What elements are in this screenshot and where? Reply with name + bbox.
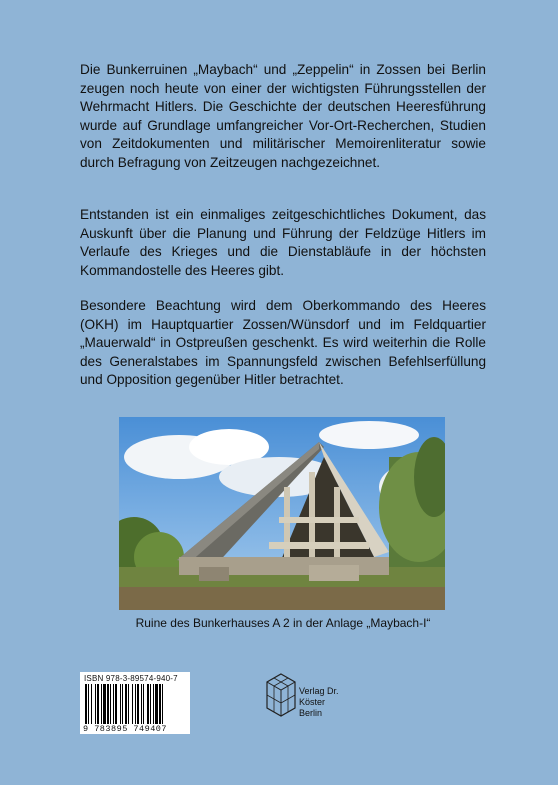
barcode-bar: [101, 684, 102, 724]
hexagon-cube-icon: [265, 672, 297, 718]
barcode-bar: [150, 684, 151, 724]
barcode-bar: [120, 684, 121, 724]
barcode-bar: [110, 684, 111, 724]
isbn-label: ISBN 978-3-89574-940-7: [84, 674, 178, 683]
barcode-bar: [153, 684, 154, 724]
publisher-logo: [265, 672, 365, 720]
barcode-bar: [97, 684, 99, 724]
barcode-bar: [107, 684, 109, 724]
paragraph-2-text: Entstanden ist ein einmaliges zeitgeschichtliches Dokument, das Auskunft über die Planung und Führung der Feldzüge Hitlers im Verlaufe des Krieges und die Dienstabläufe in der höchsten Kommandostelle des Heeres gibt.: [80, 207, 486, 278]
barcode-bar: [135, 684, 136, 724]
barcode-digits: 9 783895 749407: [83, 724, 168, 734]
barcode-bar: [91, 684, 92, 724]
barcode-bar: [159, 684, 161, 724]
barcode-bar: [143, 684, 144, 724]
barcode-bar: [132, 684, 133, 724]
barcode-bar: [103, 684, 106, 724]
publisher-line-1: Verlag Dr. Köster: [299, 686, 339, 707]
barcode-bar: [125, 684, 127, 724]
paragraph-3-text: Besondere Beachtung wird dem Oberkommando des Heeres (OKH) im Hauptquartier Zossen/Wünsdorf und im Feldquartier „Mauerwald“ in Ostpreußen geschenkt. Es wird weiterhin die Rolle des Generalstabes im Spannungsfeld zwischen Befehlserfüllung und Opposition gegenüber Hitler betrachtet.: [80, 298, 486, 387]
publisher-line-2: Berlin: [299, 708, 323, 718]
barcode-bar: [122, 684, 123, 724]
barcode-bar: [95, 684, 96, 724]
paragraph-2: [80, 206, 486, 280]
barcode-bars: [83, 684, 187, 724]
isbn-barcode: [80, 672, 190, 734]
publisher-name: [299, 686, 365, 719]
paragraph-3: [80, 297, 486, 390]
barcode-bar: [113, 684, 114, 724]
barcode-bar: [137, 684, 139, 724]
paragraph-1: [80, 61, 486, 172]
barcode-bar: [128, 684, 129, 724]
barcode-bar: [115, 684, 117, 724]
barcode-bar: [155, 684, 158, 724]
barcode-bar: [162, 684, 163, 724]
barcode-bar: [141, 684, 142, 724]
barcode-bar: [85, 684, 87, 724]
barcode-bar: [147, 684, 149, 724]
paragraph-1-text: Die Bunkerruinen „Maybach“ und „Zeppelin“ in Zossen bei Berlin zeugen noch heute von einer der wichtigsten Führungsstellen der Wehrmacht Hitlers. Die Geschichte der deutschen Heeresführung wurde auf Grundlage umfangreicher Vor-Ort-Recherchen, Studien von Zeitdokumenten und militärischer Memoirenliteratur sowie durch Befragung von Zeitzeugen nachgezeichnet.: [80, 62, 486, 170]
barcode-bar: [88, 684, 89, 724]
bunker-ruin-photo: [119, 417, 445, 610]
photo-caption: Ruine des Bunkerhauses A 2 in der Anlage „Maybach-I“: [135, 616, 431, 630]
